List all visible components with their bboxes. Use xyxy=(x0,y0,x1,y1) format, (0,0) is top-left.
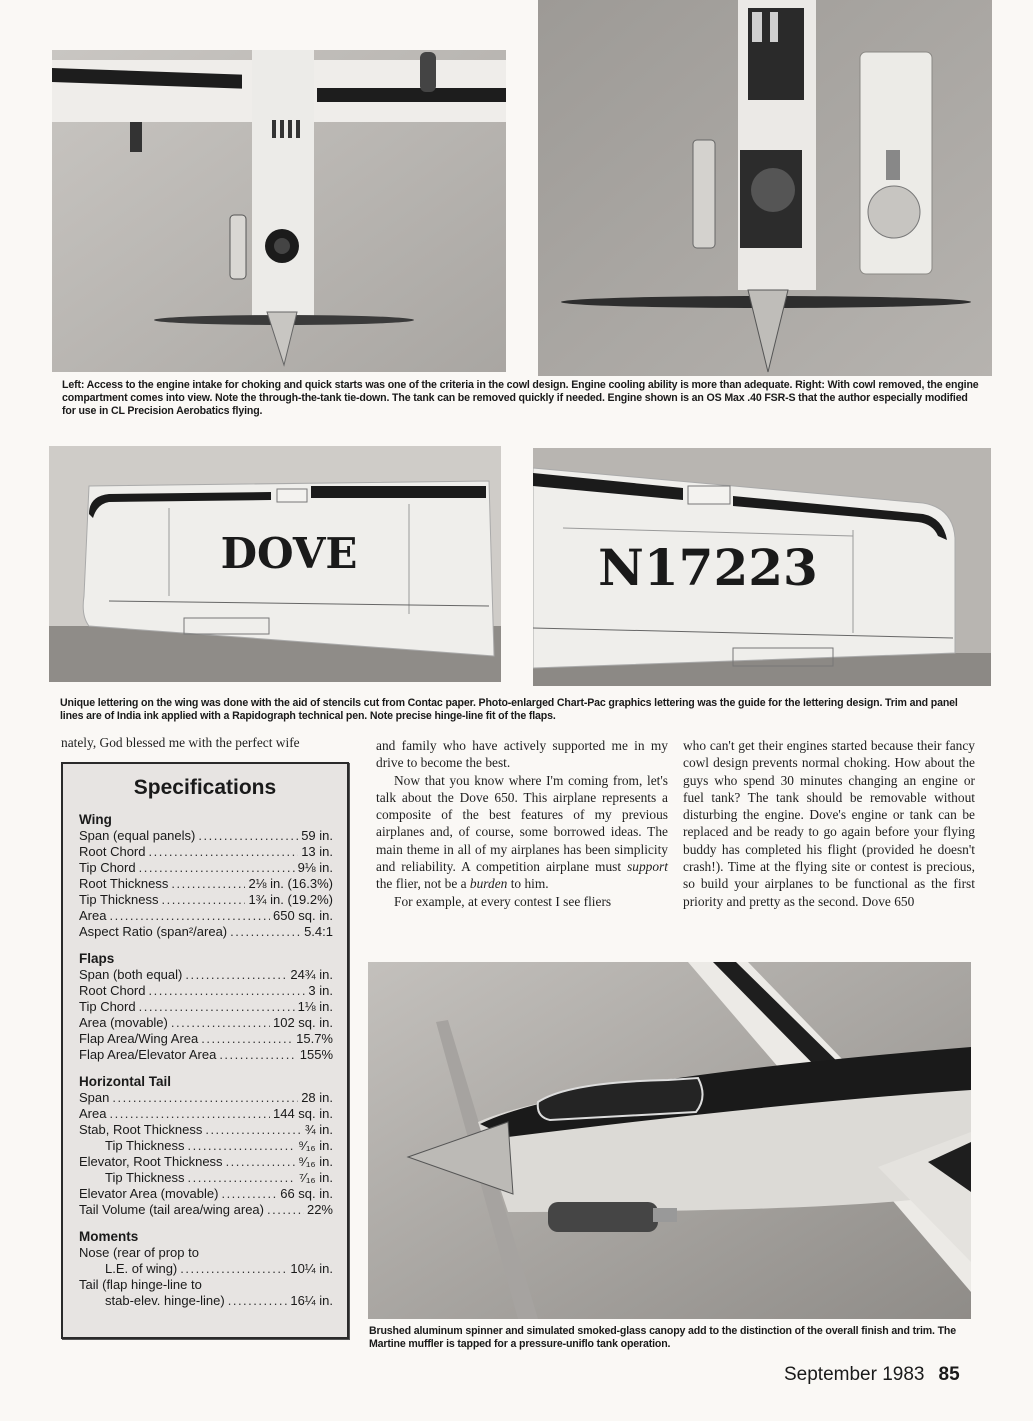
page-footer xyxy=(784,1364,960,1386)
spec-value: 5.4:1 xyxy=(304,924,333,939)
spec-label: Span xyxy=(79,1090,110,1105)
spec-row xyxy=(79,1277,333,1293)
spec-row xyxy=(79,1245,333,1261)
registration-lettering: N17223 xyxy=(598,538,818,597)
dot-leader xyxy=(226,1154,296,1170)
spec-section-heading: Wing xyxy=(79,812,112,827)
spec-row xyxy=(79,1047,333,1063)
spec-section xyxy=(63,1229,347,1309)
spec-value: 15.7% xyxy=(296,1031,333,1046)
dot-leader xyxy=(201,1031,293,1047)
spec-row xyxy=(79,1261,333,1277)
caption-bottom-photo: Brushed aluminum spinner and simulated smoked-glass canopy add to the distinction of the overall finish and trim. The Martine muffler is tapped for a pressure-uniflo tank operation. xyxy=(369,1325,956,1350)
spec-label: Area (movable) xyxy=(79,1015,168,1030)
dot-leader xyxy=(148,844,298,860)
spec-label: Root Thickness xyxy=(79,876,169,891)
caption-top-photos: Left: Access to the engine intake for choking and quick starts was one of the criteria in the cowl design. Engine cooling ability is more than adequate. Right: With cowl removed, the engine compartment comes into view. Note the through-the-tank tie-down. The tank can be removed quickly if needed. Engine shown is an OS Max .40 FSR-S that the author especially modified for use in CL Precision Aerobatics flying. xyxy=(62,379,979,417)
dot-leader xyxy=(109,908,270,924)
body-paragraph: For example, at every contest I see fliers xyxy=(394,893,612,909)
spec-label: Area xyxy=(79,908,107,923)
spec-label: Tip Thickness xyxy=(105,1170,185,1185)
spec-row xyxy=(79,983,333,999)
specifications-sections xyxy=(63,812,347,1309)
body-paragraph: who can't get their engines started because their fancy cowl design prevents normal choking. How about the guys who spend 30 minutes changing an engine or fuel tank? The tank should be removable without disturbing the engine. Dove's engine or tank can be replaced and be ready to go again before your flying buddy has completed his flight (provided he doesn't crash!). Time at the flying site or contest is precious, so build your airplanes to be functional as the first priority and pretty as the second. Dove 650 xyxy=(683,738,975,909)
spec-row xyxy=(79,1090,333,1106)
photo-engine-compartment-image xyxy=(538,0,992,376)
spec-row xyxy=(79,828,333,844)
photo-spinner-canopy xyxy=(368,962,971,1319)
photo-wing-registration-lettering-image xyxy=(533,448,991,686)
spec-label: Area xyxy=(79,1106,107,1121)
spec-label: Nose (rear of prop to xyxy=(79,1245,199,1260)
spec-value: 1¾ in. (19.2%) xyxy=(248,892,333,907)
spec-section xyxy=(63,951,347,1063)
spec-value: ⁷⁄₁₆ in. xyxy=(299,1170,333,1185)
spec-value: ¾ in. xyxy=(304,1122,333,1137)
spec-value: 24¾ in. xyxy=(290,967,333,982)
spec-value: 59 in. xyxy=(301,828,333,843)
spec-label: Tip Chord xyxy=(79,860,136,875)
spec-value: ⁹⁄₁₆ in. xyxy=(298,1154,333,1169)
dot-leader xyxy=(161,892,245,908)
specifications-title: Specifications xyxy=(133,776,277,799)
spec-row xyxy=(79,1170,333,1186)
dot-leader xyxy=(205,1122,301,1138)
spec-value: 22% xyxy=(306,1202,333,1217)
body-paragraph: nately, God blessed me with the perfect wife xyxy=(61,735,300,750)
spec-row xyxy=(79,1031,333,1047)
dot-leader xyxy=(185,967,287,983)
spec-value: 66 sq. in. xyxy=(280,1186,333,1201)
spec-value: 155% xyxy=(299,1047,333,1062)
dot-leader xyxy=(230,924,301,940)
dot-leader xyxy=(198,828,298,844)
photo-spinner-canopy-image xyxy=(368,962,971,1319)
body-paragraph: Now that you know where I'm coming from, let's talk about the Dove 650. This airplane represents a composite of the best features of my previous airplanes and, of course, some borrowed ideas. The main theme in all of my airplanes has been simplicity and reliability. A competition airplane must support the flier, not be a burden to him. xyxy=(376,772,668,892)
body-column-2 xyxy=(376,737,668,910)
spec-label: L.E. of wing) xyxy=(105,1261,178,1276)
spec-value: 144 sq. in. xyxy=(273,1106,333,1121)
spec-row xyxy=(79,892,333,908)
dot-leader xyxy=(187,1138,295,1154)
spec-value: 1⅛ in. xyxy=(297,999,333,1014)
spec-label: Tail Volume (tail area/wing area) xyxy=(79,1202,264,1217)
spec-row xyxy=(79,1122,333,1138)
spec-label: Tip Thickness xyxy=(79,892,159,907)
spec-value: 3 in. xyxy=(308,983,333,998)
dot-leader xyxy=(180,1261,287,1277)
body-column-1-top xyxy=(61,734,353,751)
spec-section-heading: Horizontal Tail xyxy=(79,1074,172,1089)
dot-leader xyxy=(187,1170,296,1186)
spec-label: Aspect Ratio (span²/area) xyxy=(79,924,228,939)
dot-leader xyxy=(219,1047,296,1063)
spec-row xyxy=(79,1138,333,1154)
body-paragraph: and family who have actively supported me in my drive to become the best. xyxy=(376,738,668,771)
spec-value: 2⅛ in. (16.3%) xyxy=(248,876,333,891)
spec-row xyxy=(79,924,333,940)
page-number: 85 xyxy=(938,1364,960,1385)
spec-row xyxy=(79,844,333,860)
spec-label: Flap Area/Wing Area xyxy=(79,1031,199,1046)
spec-value: 28 in. xyxy=(301,1090,333,1105)
caption-middle-photos: Unique lettering on the wing was done with the aid of stencils cut from Contac paper. Photo-enlarged Chart-Pac graphics lettering was the guide for the lettering design. Trim and panel lines are of India ink applied with a Rapidograph technical pen. Note precise hinge-line fit of the flaps. xyxy=(60,697,958,722)
issue-date: September 1983 xyxy=(784,1364,925,1385)
photo-engine-compartment xyxy=(538,0,992,376)
spec-label: Tip Thickness xyxy=(105,1138,185,1153)
spec-row xyxy=(79,860,333,876)
spec-label: Tip Chord xyxy=(79,999,136,1014)
spec-row xyxy=(79,876,333,892)
spec-row xyxy=(79,1186,333,1202)
spec-value: 13 in. xyxy=(301,844,333,859)
dove-lettering: DOVE xyxy=(220,529,358,578)
dot-leader xyxy=(139,999,295,1015)
spec-value: 10¼ in. xyxy=(290,1261,333,1276)
spec-row xyxy=(79,1106,333,1122)
photo-cowl-top-view xyxy=(52,50,506,372)
specifications-box xyxy=(61,762,349,1339)
spec-row xyxy=(79,1202,333,1218)
spec-row xyxy=(79,1293,333,1309)
dot-leader xyxy=(267,1202,304,1218)
spec-label: stab-elev. hinge-line) xyxy=(105,1293,225,1308)
dot-leader xyxy=(228,1293,288,1309)
dot-leader xyxy=(109,1106,270,1122)
spec-value: ⁹⁄₁₆ in. xyxy=(298,1138,333,1153)
body-column-3 xyxy=(683,737,975,910)
spec-value: 9⅛ in. xyxy=(297,860,333,875)
spec-value: 16¼ in. xyxy=(290,1293,333,1308)
spec-label: Root Chord xyxy=(79,844,146,859)
spec-label: Elevator, Root Thickness xyxy=(79,1154,223,1169)
spec-label: Span (both equal) xyxy=(79,967,183,982)
spec-label: Stab, Root Thickness xyxy=(79,1122,203,1137)
photo-wing-registration-lettering xyxy=(533,448,991,686)
spec-row xyxy=(79,1154,333,1170)
spec-label: Tail (flap hinge-line to xyxy=(79,1277,202,1292)
photo-wing-dove-lettering-image xyxy=(49,446,501,682)
photo-wing-dove-lettering xyxy=(49,446,501,682)
dot-leader xyxy=(139,860,295,876)
spec-label: Elevator Area (movable) xyxy=(79,1186,219,1201)
spec-section xyxy=(63,812,347,940)
dot-leader xyxy=(148,983,305,999)
spec-section-heading: Moments xyxy=(79,1229,139,1244)
spec-label: Flap Area/Elevator Area xyxy=(79,1047,217,1062)
spec-section-heading: Flaps xyxy=(79,951,115,966)
spec-row xyxy=(79,999,333,1015)
dot-leader xyxy=(112,1090,298,1106)
spec-section xyxy=(63,1074,347,1218)
spec-label: Root Chord xyxy=(79,983,146,998)
spec-row xyxy=(79,967,333,983)
spec-row xyxy=(79,1015,333,1031)
photo-cowl-top-view-image xyxy=(52,50,506,372)
spec-value: 650 sq. in. xyxy=(273,908,333,923)
dot-leader xyxy=(221,1186,277,1202)
dot-leader xyxy=(171,1015,270,1031)
dot-leader xyxy=(171,876,245,892)
spec-label: Span (equal panels) xyxy=(79,828,196,843)
spec-value: 102 sq. in. xyxy=(273,1015,333,1030)
spec-row xyxy=(79,908,333,924)
